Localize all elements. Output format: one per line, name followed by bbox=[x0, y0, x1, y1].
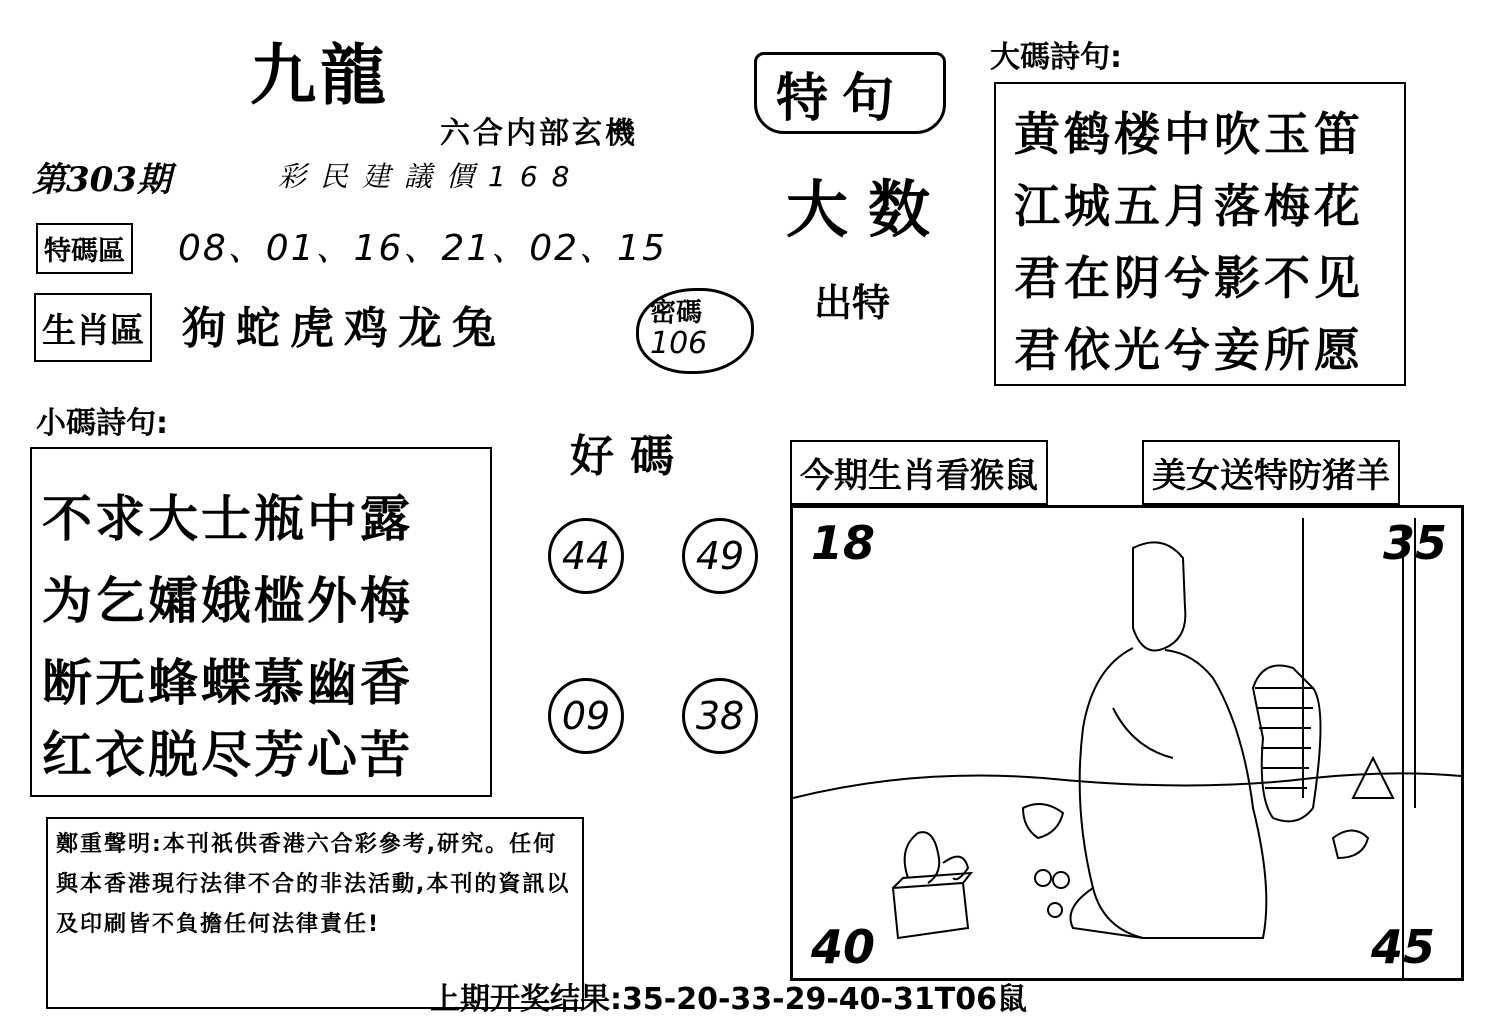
big-poem-box bbox=[994, 82, 1406, 386]
corner-number: 45 bbox=[1371, 920, 1436, 974]
shengxiao-values: 狗蛇虎鸡龙兔 bbox=[182, 303, 506, 354]
code-ball: 44 bbox=[548, 518, 624, 594]
corner-number: 18 bbox=[811, 516, 876, 570]
small-poem-box bbox=[30, 447, 492, 797]
small-poem-line: 为乞孀娥槛外梅 bbox=[42, 571, 413, 630]
secret-label: 密碼 bbox=[650, 298, 703, 328]
last-result: 上期开奖结果:35-20-33-29-40-31T06鼠 bbox=[430, 982, 1027, 1017]
chute-text: 出特 bbox=[814, 281, 891, 325]
te-heading: 特句 bbox=[776, 68, 909, 129]
illustration bbox=[793, 508, 1461, 978]
disclaimer-text: 鄭重聲明:本刊祇供香港六合彩參考,研究。任何與本香港現行法律不合的非法活動,本刊的資訊以及印刷皆不負擔任何法律責任! bbox=[56, 832, 571, 937]
big-poem-line: 君依光兮妾所愿 bbox=[1014, 323, 1364, 377]
page-title: 九龍 bbox=[250, 36, 390, 114]
big-poem-line: 君在阴兮影不见 bbox=[1014, 251, 1364, 305]
good-codes-label: 好碼 bbox=[570, 431, 690, 482]
code-ball: 09 bbox=[548, 678, 624, 754]
shengxiao-label: 生肖區 bbox=[34, 293, 152, 362]
small-poem-line: 断无蜂蝶慕幽香 bbox=[42, 653, 413, 712]
small-poem-line: 不求大士瓶中露 bbox=[42, 489, 413, 548]
code-ball: 38 bbox=[682, 678, 758, 754]
secret-number: 106 bbox=[650, 326, 708, 361]
issue-number: 第303期 bbox=[32, 160, 171, 200]
illustration-frame bbox=[790, 505, 1464, 981]
tema-numbers: 08、01、16、21、02、15 bbox=[178, 228, 667, 269]
corner-number: 35 bbox=[1383, 516, 1448, 570]
price-note: 彩民建議價168 bbox=[278, 160, 584, 193]
small-poem-label: 小碼詩句: bbox=[36, 406, 168, 441]
subtitle: 六合内部玄機 bbox=[440, 116, 638, 151]
big-poem-line: 黄鹤楼中吹玉笛 bbox=[1014, 107, 1364, 161]
shengxiao-tip: 今期生肖看猴鼠 bbox=[790, 440, 1048, 505]
big-poem-label: 大碼詩句: bbox=[990, 40, 1122, 75]
dashu-heading: 大数 bbox=[786, 173, 951, 246]
big-poem-line: 江城五月落梅花 bbox=[1014, 179, 1364, 233]
corner-number: 40 bbox=[811, 920, 876, 974]
small-poem-line: 红衣脱尽芳心苦 bbox=[42, 725, 413, 784]
tema-label: 特碼區 bbox=[36, 223, 133, 274]
meinv-tip: 美女送特防猪羊 bbox=[1142, 440, 1400, 505]
code-ball: 49 bbox=[682, 518, 758, 594]
